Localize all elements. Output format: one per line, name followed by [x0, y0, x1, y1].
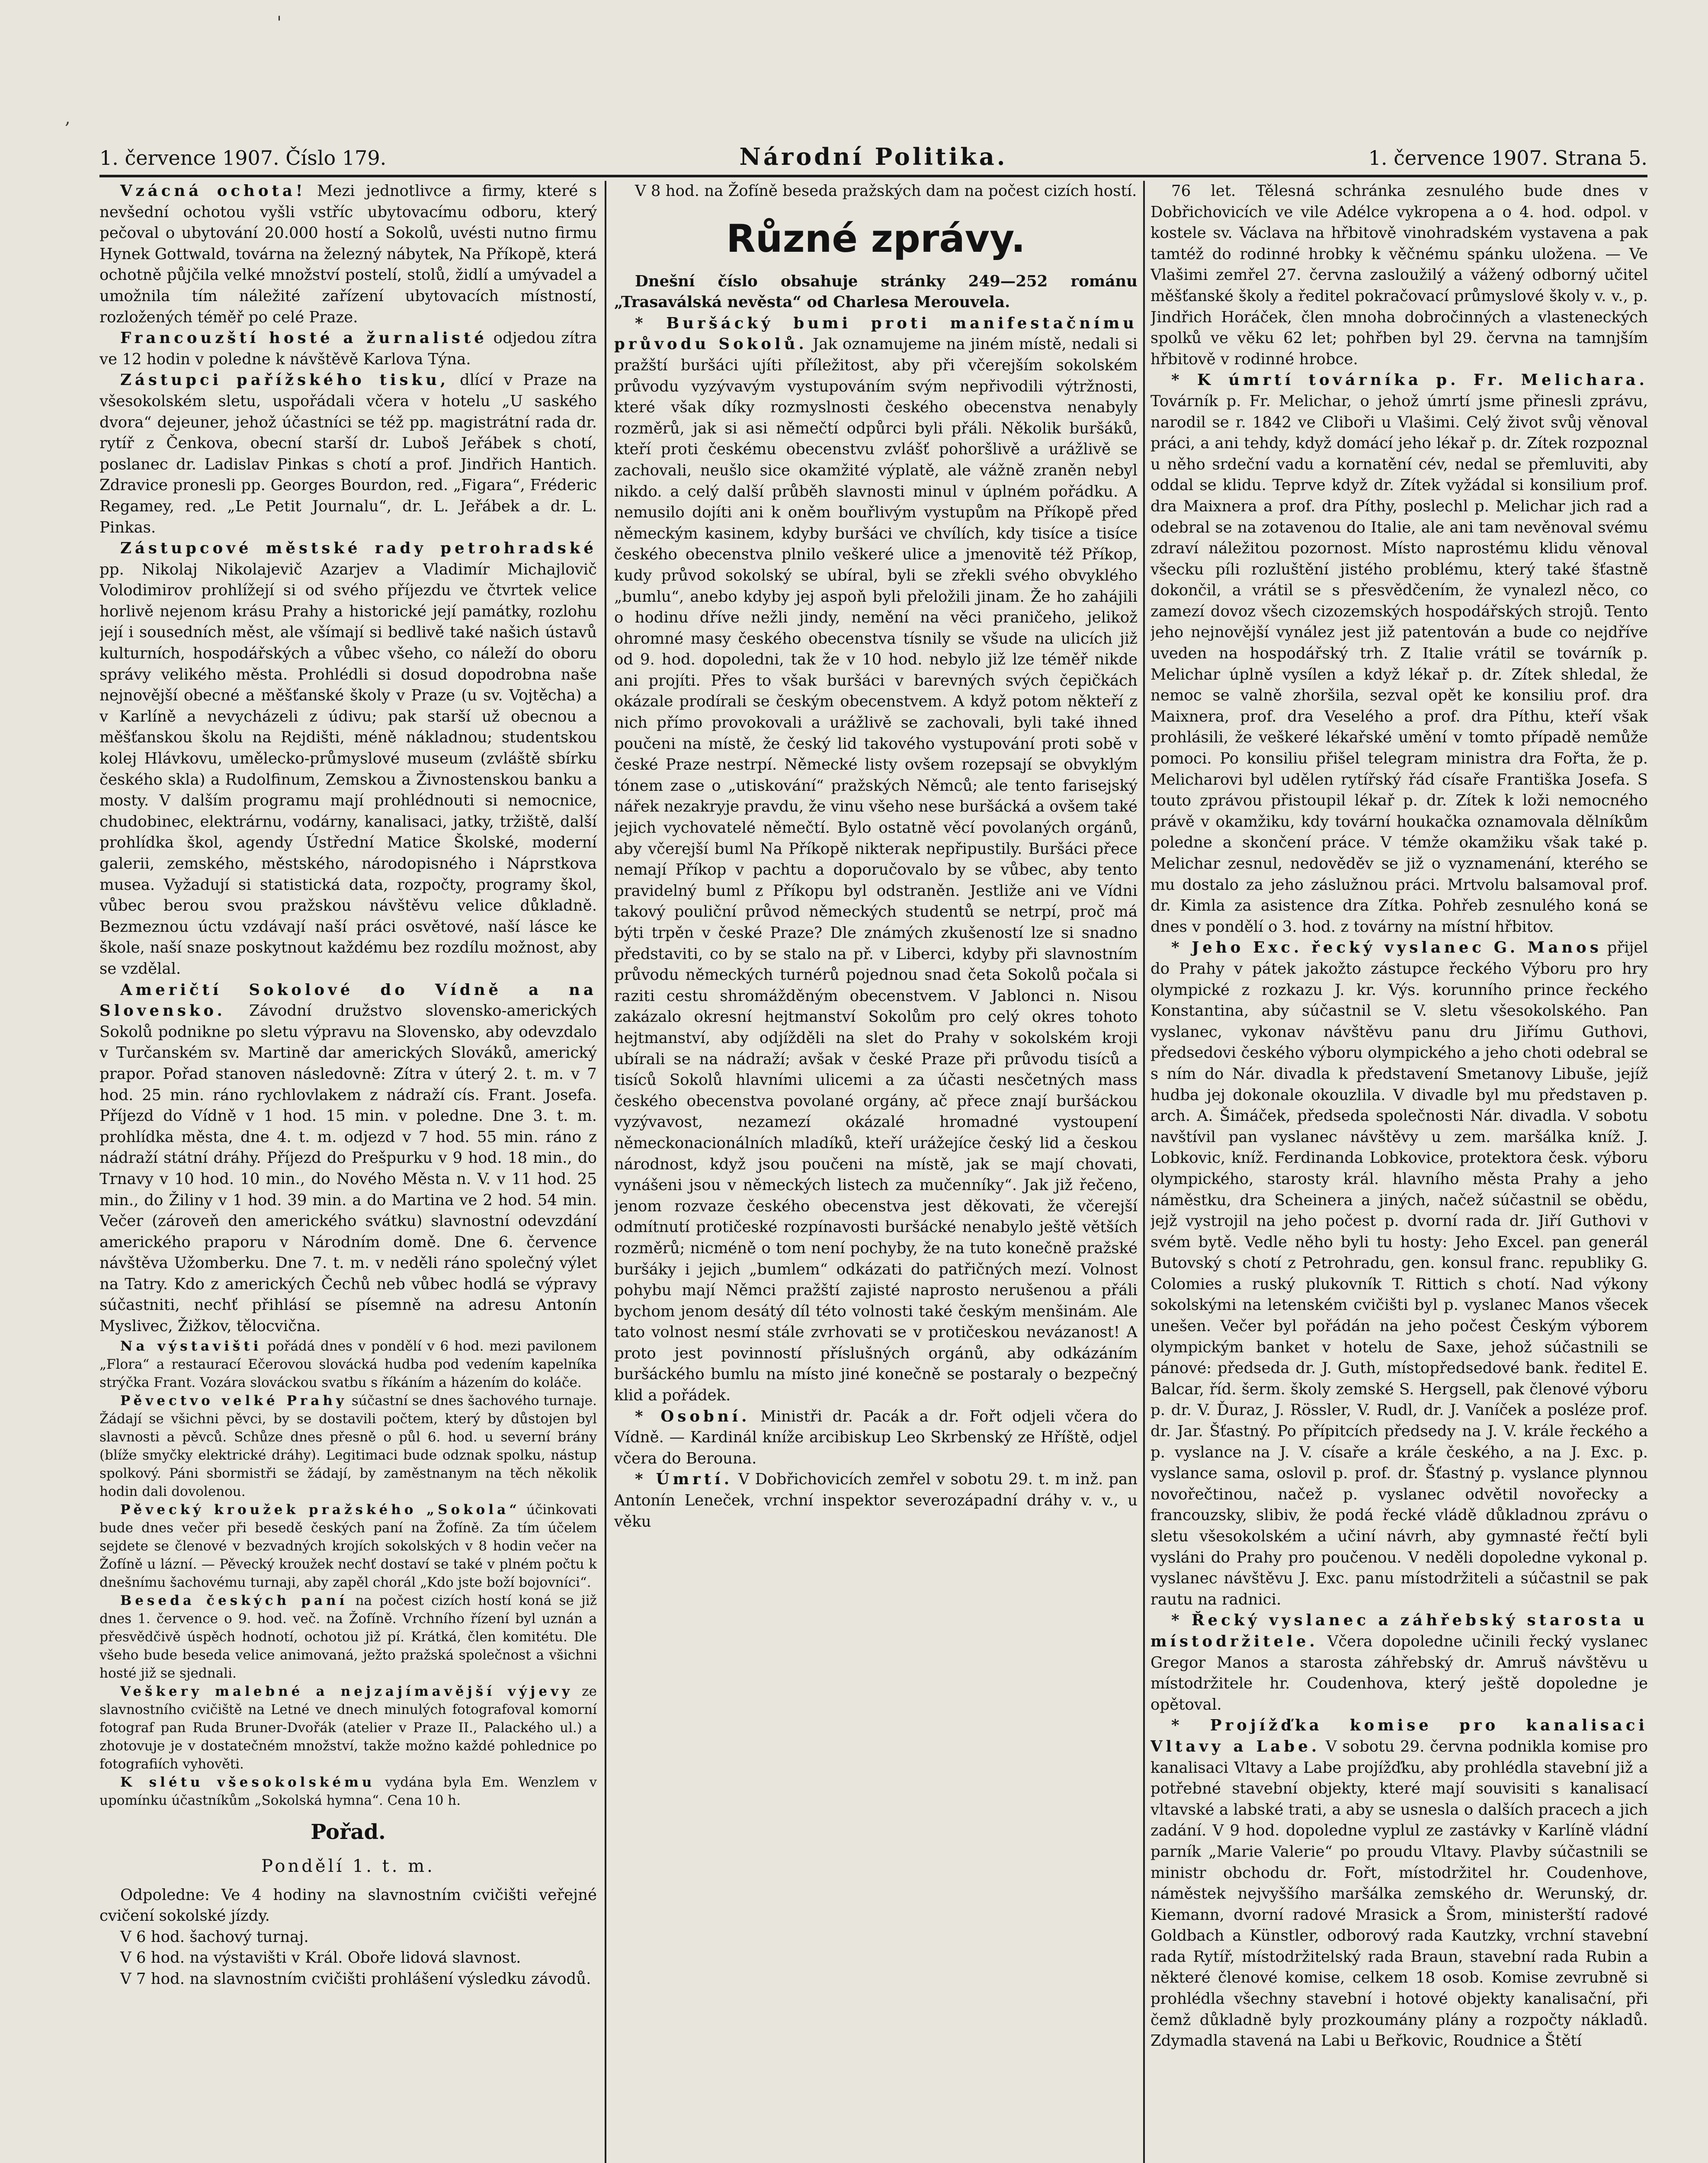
- header-rule: [99, 175, 1647, 177]
- column-3: [1150, 181, 1648, 2163]
- article-text: odjedou zítra ve 12 hodin v poledne k návštěvě Karlova Týna.: [99, 329, 597, 368]
- column-divider: [1143, 181, 1145, 2163]
- article-paragraph: [99, 1337, 597, 1392]
- article-text: účinkovati bude dnes večer při besedě českých paní na Žofíně. Za tím účelem sejdete se členové v bezvadných krojích sokolských v 8 hodin večer na Žofíně u lázní. — Pěvecký kroužek nechť dostaví se také v plném počtu k dnešnímu šachovému turnaji, aby zapěl chorál „Kdo jste boží bojovníci“.: [99, 1502, 597, 1590]
- article-lead: Na výstavišti: [120, 1338, 262, 1354]
- article-paragraph: [614, 1469, 1138, 1532]
- page-header: [99, 143, 1647, 173]
- article-text: ze slavnostního cvičiště na Letné ve dnech minulých fotografoval komorní fotograf pan Ruda Bruner-Dvořák (atelier v Praze II., Palackého ul.) a zhotovuje je v dostatečném množství, takže možno každé pohlednice po fotografiích vyhověti.: [99, 1683, 597, 1772]
- article-paragraph: [1150, 370, 1648, 937]
- article-lead: Vzácná ochota!: [120, 182, 306, 200]
- article-lead: Francouzští hosté a žurnalisté: [120, 329, 487, 347]
- article-text: pořádá dnes v pondělí v 6 hod. mezi pavilonem „Flora“ a restaurací Ečerovou slovácká hudba pod vedením kapelníka strýčka Frant. Vozára slováckou svatbu s říkáním a házením do koláče.: [99, 1338, 597, 1390]
- issue-date-left: 1. července 1907. Číslo 179.: [99, 146, 387, 170]
- program-date: Pondělí 1. t. m.: [261, 1856, 435, 1876]
- article-paragraph: [1150, 181, 1648, 370]
- article-text: Závodní družstvo slovensko-amerických Sokolů podnikne po sletu výpravu na Slovensko, aby odevzdalo v Turčanském sv. Martině dar amerických Slováků, americký prapor. Pořad stanoven následovně: Zítra v úterý 2. t. m. v 7 hod. 25 min. ráno rychlovlakem z nádraží cís. Frant. Josefa. Příjezd do Vídně v 1 hod. 15 min. v poledne. Dne 3. t. m. prohlídka města, dne 4. t. m. odjezd v 7 hod. 55 min. ráno z nádraží státní dráhy. Příjezd do Prešpurku v 9 hod. 18 min., do Trnavy v 10 hod. 10 min., do Nového Města n. V. v 11 hod. 25 min., do Žiliny v 1 hod. 39 min. a do Martina ve 2 hod. 54 min. Večer (zároveň den amerického svátku) slavnostní odevzdání amerického praporu v Národním domě. Dne 6. července návštěva Užomberku. Dne 7. t. m. v neděli ráno společný výlet na Tatry. Kdo z amerických Čechů neb vůbec hodlá se výpravy súčastniti, nechť přihlásí se písemně na adresu Antonín Myslivec, Žižkov, tělocvična.: [99, 1002, 597, 1335]
- article-lead: * Řecký vyslanec a záhřebský starosta u místodržitele.: [1150, 1611, 1648, 1650]
- news-items: [614, 313, 1138, 1532]
- issue-date-right: 1. července 1907. Strana 5.: [1368, 146, 1647, 170]
- article-paragraph: [99, 1773, 597, 1810]
- article-lead: Pěvectvo velké Prahy: [120, 1393, 347, 1409]
- article-text: 76 let. Tělesná schránka zesnulého bude dnes v Dobřichovicích ve vile Adélce vykropena a o 4. hod. odpol. v kostele sv. Václava na hřbitově vinohradském vystavena a pak tamtéž do rodinné hrobky k věčnému spánku uložena. — Ve Vlašimi zemřel 27. června zasloužilý a vážený odborný učitel měšťanské školy a ředitel pokračovací průmyslové školy v. v., p. Jindřich Horáček, člen mnoha dobročinných a vlasteneckých spolků ve věku 62 let; pohřben byl 29. června na tamnjším hřbitově v rodinné hrobce.: [1150, 182, 1648, 368]
- article-text: pp. Nikolaj Nikolajevič Azarjev a Vladimír Michajlovič Volodimirov prohlížejí si od svého příjezdu ve čtvrtek velice horlivě nejenom krásu Prahy a historické její památky, rozlohu její i sousedních měst, ale všímají si bedlivě také našich ústavů kulturních, hospodářských a vůbec všeho, co náleží do oboru správy velikého města. Prohlédli si dosud dopodrobna naše nejnovější obecné a měšťanské školy v Praze (u sv. Vojtěcha) a v Karlíně a nevycházeli z údivu; pak starší už obecnou a měšťanskou školu na Rejdišti, méně nákladnou; studentskou kolej Hlávkovu, umělecko-průmyslové museum (zvláště sbírku českého skla) a Rudolfinum, Zemskou a Živnostenskou banku a mosty. V dalším programu mají prohlédnouti si nemocnice, chudobinec, elektrárnu, vodárny, kanalisaci, jatky, tržiště, další prohlídka škol, agendy Ústřední Matice Školské, moderní galerii, zemského, městského, národopisného i Náprstkova musea. Vyžadují si statistická data, rozpočty, programy škol, vůbec berou svou pražskou návštěvu velice důkladně. Bezmeznou úctu vzdávají naší práci osvětové, naší lásce ke škole, naší snaze poskytnout každému bez rozdílu možnost, aby se vzdělal.: [99, 560, 597, 978]
- article-lead: * Buršácký bumi proti manifestačnímu průvodu Sokolů.: [614, 314, 1138, 353]
- article-paragraph: [1150, 1610, 1648, 1715]
- article-lead: * K úmrtí továrníka p. Fr. Melichara.: [1171, 371, 1648, 389]
- article-paragraph: [614, 1406, 1138, 1470]
- article-text: vydána byla Em. Wenzlem v upomínku účastníkům „Sokolská hymna“. Cena 10 h.: [99, 1774, 597, 1808]
- program-item: Odpoledne: Ve 4 hodiny na slavnostním cvičišti veřejné cvičení sokolské jízdy.: [99, 1886, 597, 1925]
- program-heading: Pořad.: [311, 1820, 386, 1844]
- article-lead: * Projížďka komise pro kanalisaci Vltavy a Labe.: [1150, 1717, 1648, 1755]
- article-paragraph: [99, 1392, 597, 1501]
- article-paragraph: [99, 181, 597, 328]
- article-lead: Zástupci pařížského tisku,: [120, 371, 449, 389]
- scan-speck: ': [277, 13, 282, 33]
- column-1: [99, 181, 597, 2163]
- article-paragraph: [614, 313, 1138, 1406]
- scan-speck: ,: [65, 108, 70, 128]
- article-paragraph: [99, 1501, 597, 1592]
- article-lead: * Jeho Exc. řecký vyslanec G. Manos: [1171, 939, 1602, 957]
- article-lead: * Úmrtí.: [635, 1470, 733, 1489]
- article-text: Ministři dr. Pacák a dr. Fořt odjeli včera do Vídně. — Kardinál kníže arcibiskup Leo Skrbenský ze Hříště, odjel včera do Berouna.: [614, 1407, 1138, 1467]
- program-item: V 7 hod. na slavnostním cvičišti prohlášení výsledku závodů.: [120, 1970, 591, 1988]
- column-divider: [605, 181, 606, 2163]
- article-lead: Beseda českých paní: [120, 1592, 348, 1608]
- program-item: V 6 hod. na výstavišti v Král. Oboře lidová slavnost.: [120, 1949, 521, 1967]
- article-paragraph: [99, 370, 597, 538]
- novel-notice: Dnešní číslo obsahuje stránky 249—252 románu „Trasaválská nevěsta“ od Charlesa Merouvela.: [614, 272, 1138, 311]
- article-paragraph: [99, 538, 597, 979]
- article-paragraph: [1150, 937, 1648, 1610]
- article-text: přijel do Prahy v pátek jakožto zástupce řeckého Výboru pro hry olympické z rozkazu J. kr. Výs. korunního prince řeckého Konstantina, aby súčastnil se V. sletu všesokolského. Pan vyslanec, vykonav návštěvu panu dru Jiřímu Guthovi, předsedovi českého výboru olympického a jeho choti odebral se s ním do Nár. divadla k představení Smetanovy Libuše, jejíž hudba jej dokonale okouzlila. V divadle byl mu představen p. arch. A. Šimáček, předseda společnosti Nár. divadla. V sobotu navštívil pan vyslanec návštěvy u zem. maršálka kníž. J. Lobkovic, kníž. Ferdinanda Lobkovice, protektora česk. výboru olympického, starosty král. hlavního města Prahy a jeho náměstku, dra Scheinera a jiných, načež súčastnil se obědu, jejž vystrojil na jeho počest p. dvorní rada dr. Jiří Guthovi v svém bytě. Vedle něho byli tu hosty: Jeho Excel. pan generál Butovský s chotí z Petrohradu, gen. konsul franc. republiky G. Colomies a ruský plukovník T. Rittich s chotí. Nad výkony sokolskými na letenském cvičišti byl p. vyslanec Manos všecek unešen. Večer byl pořádán na jeho počest Českým výborem olympickým banket v hotelu de Saxe, jehož súčastnili se pánové: předseda dr. J. Guth, místopředsedové bank. ředitel E. Balcar, říd. šerm. školy zemské S. Hergsell, pak členové výboru p. dr. V. Ďuraz, J. Rössler, V. Rudl, dr. J. Vaníček a posléze prof. dr. Jar. Šťastný. Po přípitcích předsedy na J. V. krále řeckého a p. vyslance na J. V. císaře a krále českého, a na J. Exc. p. vyslance sama, oslovil p. prof. dr. Šťastný p. vyslance plynnou novořečtinou, načež p. vyslanec odvětil novořecky a francouzsky, slibiv, že podá řecké vládě důkladnou zprávu o sletu všesokolském a učiní návrh, aby gymnasté řečtí byli vysláni do Prahy pro poučenou. V neděli dopoledne vykonal p. vyslanec návštěvu J. Exc. panu místodržiteli a súčastnil se pak rautu na radnici.: [1150, 939, 1648, 1608]
- article-paragraph: [1150, 1715, 1648, 2052]
- article-lead: Pěvecký kroužek pražského „Sokola“: [120, 1502, 521, 1518]
- masthead-title: Národní Politika.: [739, 143, 1008, 170]
- article-text: súčastní se dnes šachového turnaje. Žádají se všichni pěvci, by se dostavili počtem, který by důstojen byl slavnosti a pěvců. Schůze dnes přesně o půl 6. hod. u severní brány (blíže smyčky elektrické dráhy). Legitimaci bude odznak spolku, nástup spolkový. Páni sbormistři se žádají, by zaměstnanym na těch několik hodin dali dovolenou.: [99, 1393, 597, 1499]
- section-heading: Různé zprávy.: [726, 216, 1025, 261]
- article-text: dlící v Praze na všesokolském sletu, uspořádali včera v hotelu „U saského dvora“ dejeuner, jehož účastníci se též pp. magistrátní rada dr. rytíř z Čenkova, obecní starší dr. Luboš Jeřábek s chotí, poslanec dr. Ladislav Pinkas s chotí a prof. Jindřich Hantich. Zdravice pronesli pp. Georges Bourdon, red. „Figara“, Fréderic Regamey, red. „Le Petit Journalu“, dr. L. Jeřábek a dr. L. Pinkas.: [99, 371, 597, 536]
- article-text: Včera dopoledne učinili řecký vyslanec Gregor Manos a starosta záhřebský dr. Amruš návštěvu u místodržitele hr. Coudenhova, který ještě dopoledne je opětoval.: [1150, 1632, 1648, 1714]
- article-lead: * Osobní.: [635, 1407, 750, 1425]
- column-2: [614, 181, 1138, 2163]
- article-text: V sobotu 29. června podnikla komise pro kanalisaci Vltavy a Labe projížďku, aby prohlédla stavební již a potřebné stavební objekty, které mají souvisiti s kanalisací vltavské a labské trati, a aby se usnesla o dalších pracech a jich zadání. V 9 hod. dopoledne vyplul ze zastávky v Karlíně vládní parník „Marie Valerie“ po proudu Vltavy. Plavby súčastnili se ministr obchodu dr. Fořt, místodržitel hr. Coudenhove, náměstek nejvyššího maršálka zemského dr. Werunský, dr. Kiemann, dvorní radové Mrasick a Šrom, ministerští radové Goldbach a Künstler, odborový rada Kautzky, vrchní stavební rada Rytíř, místodržitelský rada Braun, stavební rada Rubin a některé členové komise, celkem 18 osob. Komise zevrubně si prohlédla všechny stavební i hotové objekty kanalisační, při čemž důkladně byly prozkoumány plány a rozpočty nákladů. Zdymadla stavená na Labi u Beřkovic, Roudnice a Štětí: [1150, 1737, 1648, 2050]
- article-text: Továrník p. Fr. Melichar, o jehož úmrtí jsme přinesli zprávu, narodil se r. 1842 ve Cliboři u Vlašimi. Celý život svůj věnoval práci, a ani tehdy, když domácí jeho lékař p. dr. Zítek rozpoznal u něho srdeční vadu a kornatění cév, nedal se přemluviti, aby oddal se klidu. Teprve když dr. Zítek vyžádal si konsilium prof. dra Maixnera a prof. dra Píthy, poslechl p. Melichar jich rad a odebral se na zotavenou do Italie, ale ani tam nevěnoval svému zdraví náležitou pozornost. Místo naprostému klidu věnoval všecku píli rozluštění jistého problému, který také šťastně dokončil, a vrátil se s přesvědčením, že vynalezl něco, co zamezí dovoz všech cizozemských hospodářských strojů. Tento jeho nejnovější vynález jest již patentován a bude co nejdříve uveden na hospodářský trh. Z Italie vrátil se továrník p. Melichar úplně vysílen a když lékař p. dr. Zítek shledal, že nemoc se valně zhoršila, sezval opět ke konsiliu prof. dra Maixnera, prof. dra Veselého a prof. dra Píthu, kteří však prohlásili, že veškeré lékařské umění v tomto případě nemůže pomoci. Po konsiliu přišel telegram ministra dra Fořta, že p. Melicharovi byl udělen rytířský řád císaře Františka Josefa. S touto zprávou přistoupil lékař p. dr. Zítek k loži nemocného právě v okamžiku, kdy tovární houkačka oznamovala dělníkům poledne a skončení práce. V témže okamžiku však také p. Melichar zesnul, nedověděv se již o vyznamenání, kterého se mu dostalo za jeho záslužnou práci. Mrtvolu balsamoval prof. dr. Kimla za asistence dra Zítka. Pohřeb zesnulého koná se dnes v pondělí o 3. hod. z továrny na místní hřbitov.: [1150, 392, 1648, 936]
- article-lead: Zástupcové městské rady petrohradské: [120, 539, 597, 558]
- article-text: V Dobřichovicích zemřel v sobotu 29. t. m inž. pan Antonín Leneček, vrchní inspektor severozápadní dráhy v. v., u věku: [614, 1470, 1138, 1531]
- article-text: na počest cizích hostí koná se již dnes 1. července o 9. hod. več. na Žofíně. Vrchního řízení byl uznán a přesvědčivě úspěch hodnotí, ochotou již pí. Krátká, člen komitétu. Dle všeho bude beseda velice animovaná, ježto pražská společnost a všichni hosté již se sjednali.: [99, 1592, 597, 1681]
- article-paragraph: [99, 1592, 597, 1682]
- article-lead: K slétu všesokolskému: [120, 1774, 375, 1790]
- article-text: Jak oznamujeme na jiném místě, nedali si pražští buršáci ujíti příležitost, aby při včerejším sokolském průvodu vyzývavým vystupováním svým nepřivodili výtržnosti, které však díky rozmyslnosti českého obecenstva nenabyly rozměrů, jak si asi němečtí odpůrci byli přáli. Několik buršáků, kteří proti českému obecenstvu zvlášť pohoršlivě a urážlivě se zachovali, neušlo sice okamžité výplatě, ale vážně zraněn nebyl nikdo. a celý další průběh slavnosti minul v úplném pořádku. A nemusilo dojíti ani k oněm bouřlivým vystupům na Příkopě před německým kasinem, kdyby buršáci ve chvílích, kdy tisíce a tisíce českého obecenstva plnilo veškeré ulice a jmenovitě též Příkop, kudy průvod sokolský se ubíral, byli se zřekli svého obvyklého „bumlu“, anebo kdyby jej aspoň byli přeložili jinam. Že ho zahájili o hodinu dříve nežli jindy, nemění na věci praničeho, jelikož ohromné masy českého obecenstva tísnily se všude na ulicích již od 9. hod. dopoledni, tak že v 10 hod. nebylo již lze téměř nikde ani projíti. Přes to však buršáci v barevných svých čepičkách okázale prodírali se českým obecenstvem. A když potom někteří z nich přímo provokovali a urážlivě se zachovali, byli také ihned poučeni na místě, že český lid takového vystupování proti sobě v české Praze nestrpí. Německé listy ovšem rozepsají se obvyklým tónem zase o „utiskování“ pražských Němců; ale tento farisejský nářek nezakryje pravdu, že vinu všeho nese buršácká a ovšem také jejich vychovatelé němečtí. Bylo ostatně věcí povolaných orgánů, aby včerejší buml Na Příkopě nikterak nepřipustily. Buršáci přece nemají Příkop v pachtu a doporučovalo by se vůbec, aby tento pravidelný buml z Příkopu byl odstraněn. Jestliže ani ve Vídni takový pouliční průvod německých studentů se netrpí, proč má býti trpěn v české Praze? Dle známých zkušeností lze si snadno představiti, co by se stalo na př. v Liberci, kdyby při slavnostním průvodu německých turnérů pojednou snad četa Sokolů počala si raziti cestu shromážděným obecenstvem. V Jablonci n. Nisou zakázalo okresní hejtmanství Sokolům pro celý okres tohoto hejtmanství, aby odjížděli na slet do Prahy v sokolském kroji ubírali se na nádraží; avšak v české Praze při průvodu tisíců a tisíců Sokolů hlavními ulicemi a za účasti nesčetných mass českého obecenstva povolané orgány, ač přece znají buršáckou vyzývavost, nezamezí okázalé hromadné vystoupení německonacionálních mladíků, kteří urážejíce český lid a českou národnost, když jsou poučeni na místě, jak se mají chovati, vynášeni jsou v německých listech za mučenníky“. Jak již řečeno, jenom rozvaze českého obecenstva jest děkovati, že včerejší odmítnutí protičeské rozpínavosti buršácké nenabylo ještě větších rozměrů; nicméně o tom není pochyby, že na tuto konečně pražské buršáky i jejich „bumlem“ odkázati do patřičných mezí. Volnost pohybu mají Němci pražští zajisté naprosto nerušenou a přáli bychom jenom desátý díl této volnosti také českým menšinám. Ale tato volnost nesmí stále zvrhovati se v protičeskou nevázanost! A proto jest povinností příslušných orgánů, aby odkázáním buršáckého bumlu na místo jiné konečně se postaraly o bezpečný klid a pořádek.: [614, 335, 1138, 1405]
- article-lead: Američtí Sokolové do Vídně a na Slovensko.: [99, 981, 597, 1020]
- intro-paragraph: V 8 hod. na Žofíně beseda pražských dam na počest cizích hostí.: [635, 182, 1137, 200]
- article-paragraph: [99, 1682, 597, 1773]
- article-text: Mezi jednotlivce a firmy, které s nevšední ochotou vyšli vstříc ubytovacímu odboru, který pečoval o ubytování 20.000 hostí a Sokolů, uvésti nutno firmu Hynek Gottwald, továrna na železný nábytek, Na Příkopě, která ochotně půjčila velké množství postelí, stolů, židlí a umývadel a umožnila tím náležité zařízení ubytovacích místností, rozložených téměř po celé Praze.: [99, 182, 597, 326]
- article-lead: Veškery malebné a nejzajímavější výjevy: [120, 1683, 574, 1699]
- program-item: V 6 hod. šachový turnaj.: [120, 1928, 309, 1946]
- article-paragraph: [99, 328, 597, 370]
- article-paragraph: [99, 980, 597, 1337]
